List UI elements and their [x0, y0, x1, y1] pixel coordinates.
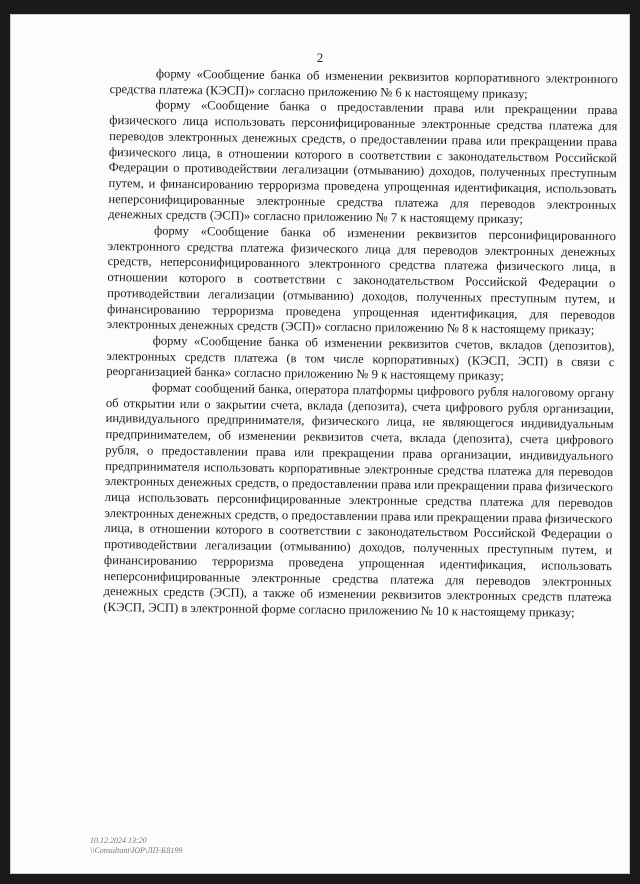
footer-file-path: \\Consultant\ЮР\ЛП-К8199 — [90, 846, 183, 855]
document-page — [10, 14, 630, 874]
paragraph-form-9: форму «Сообщение банка об изменении реквизитов счетов, вкладов (депозитов), электронных средств платежа (в том числе корпоративных) (КЭСП, ЭСП) в связи с реорганизацией банка» согласно приложению № 9 к настоящему приказу; — [106, 333, 615, 384]
paragraph-form-7: форму «Сообщение банка о предоставлении права или прекращении права физического лица использовать персонифицированные электронные средства платежа для переводов электронных денежных средств, о предоставлении права или прекращении права физического лица, в отношении которого в соответствии с законодательством Российской Федерации о противодействии легализации (отмыванию) доходов, полученных преступным путем, и финансированию терроризма проведена упрощенная идентификация, использовать неперсонифицированные электронные средства платежа для переводов электронных денежных средств (ЭСП)» согласно приложению № 7 к настоящему приказу; — [108, 97, 618, 227]
document-footer — [90, 836, 182, 856]
paragraph-form-6: форму «Сообщение банка об изменении реквизитов корпоративного электронного средства платежа (КЭСП)» согласно приложению № 6 к настоящему приказу; — [109, 66, 618, 101]
paragraph-form-8: форму «Сообщение банка об изменении реквизитов персонифицированного электронного средства платежа физического лица для переводов электронных денежных средств, неперсонифицированного электронного средства платежа физического лица, в отношении которого в соответствии с законодательством Российской Федерации о противодействии легализации (отмыванию) доходов, полученных преступным путем, и финансированию терроризма проведена упрощенная идентификация, для переводов электронных денежных средств (ЭСП)» согласно приложению № 8 к настоящему приказу; — [106, 223, 617, 338]
paragraph-format-10: формат сообщений банка, оператора платформы цифрового рубля налоговому органу об открытии или о закрытии счета, вклада (депозита), счета цифрового рубля организации, индивидуального предпринимателя, физического лица, не являющегося индивидуальным предпринимателем, об изменении реквизитов счета, вклада (депозита), счета цифрового рубля, о предоставлении права или прекращении права организации, индивидуального предпринимателя использовать корпоративные электронные средства платежа для переводов электронных денежных средств, о предоставлении права или прекращении права физического лица использовать персонифицированные электронные средства платежа для переводов электронных денежных средств, о предоставлении права или прекращении права физического лица, в отношении которого в соответствии с законодательством Российской Федерации о противодействии легализации (отмыванию) доходов, полученных преступным путем, и финансированию терроризма проведена упрощенная идентификация, использовать неперсонифицированные электронные средства платежа для переводов электронных денежных средств (ЭСП), а также об изменении реквизитов электронных средств платежа (КЭСП, ЭСП) в электронной форме согласно приложению № 10 к настоящему приказу; — [103, 380, 615, 620]
footer-timestamp: 10.12.2024 13:20 — [90, 836, 147, 845]
document-body — [103, 66, 618, 622]
page-number: 2 — [316, 50, 324, 65]
